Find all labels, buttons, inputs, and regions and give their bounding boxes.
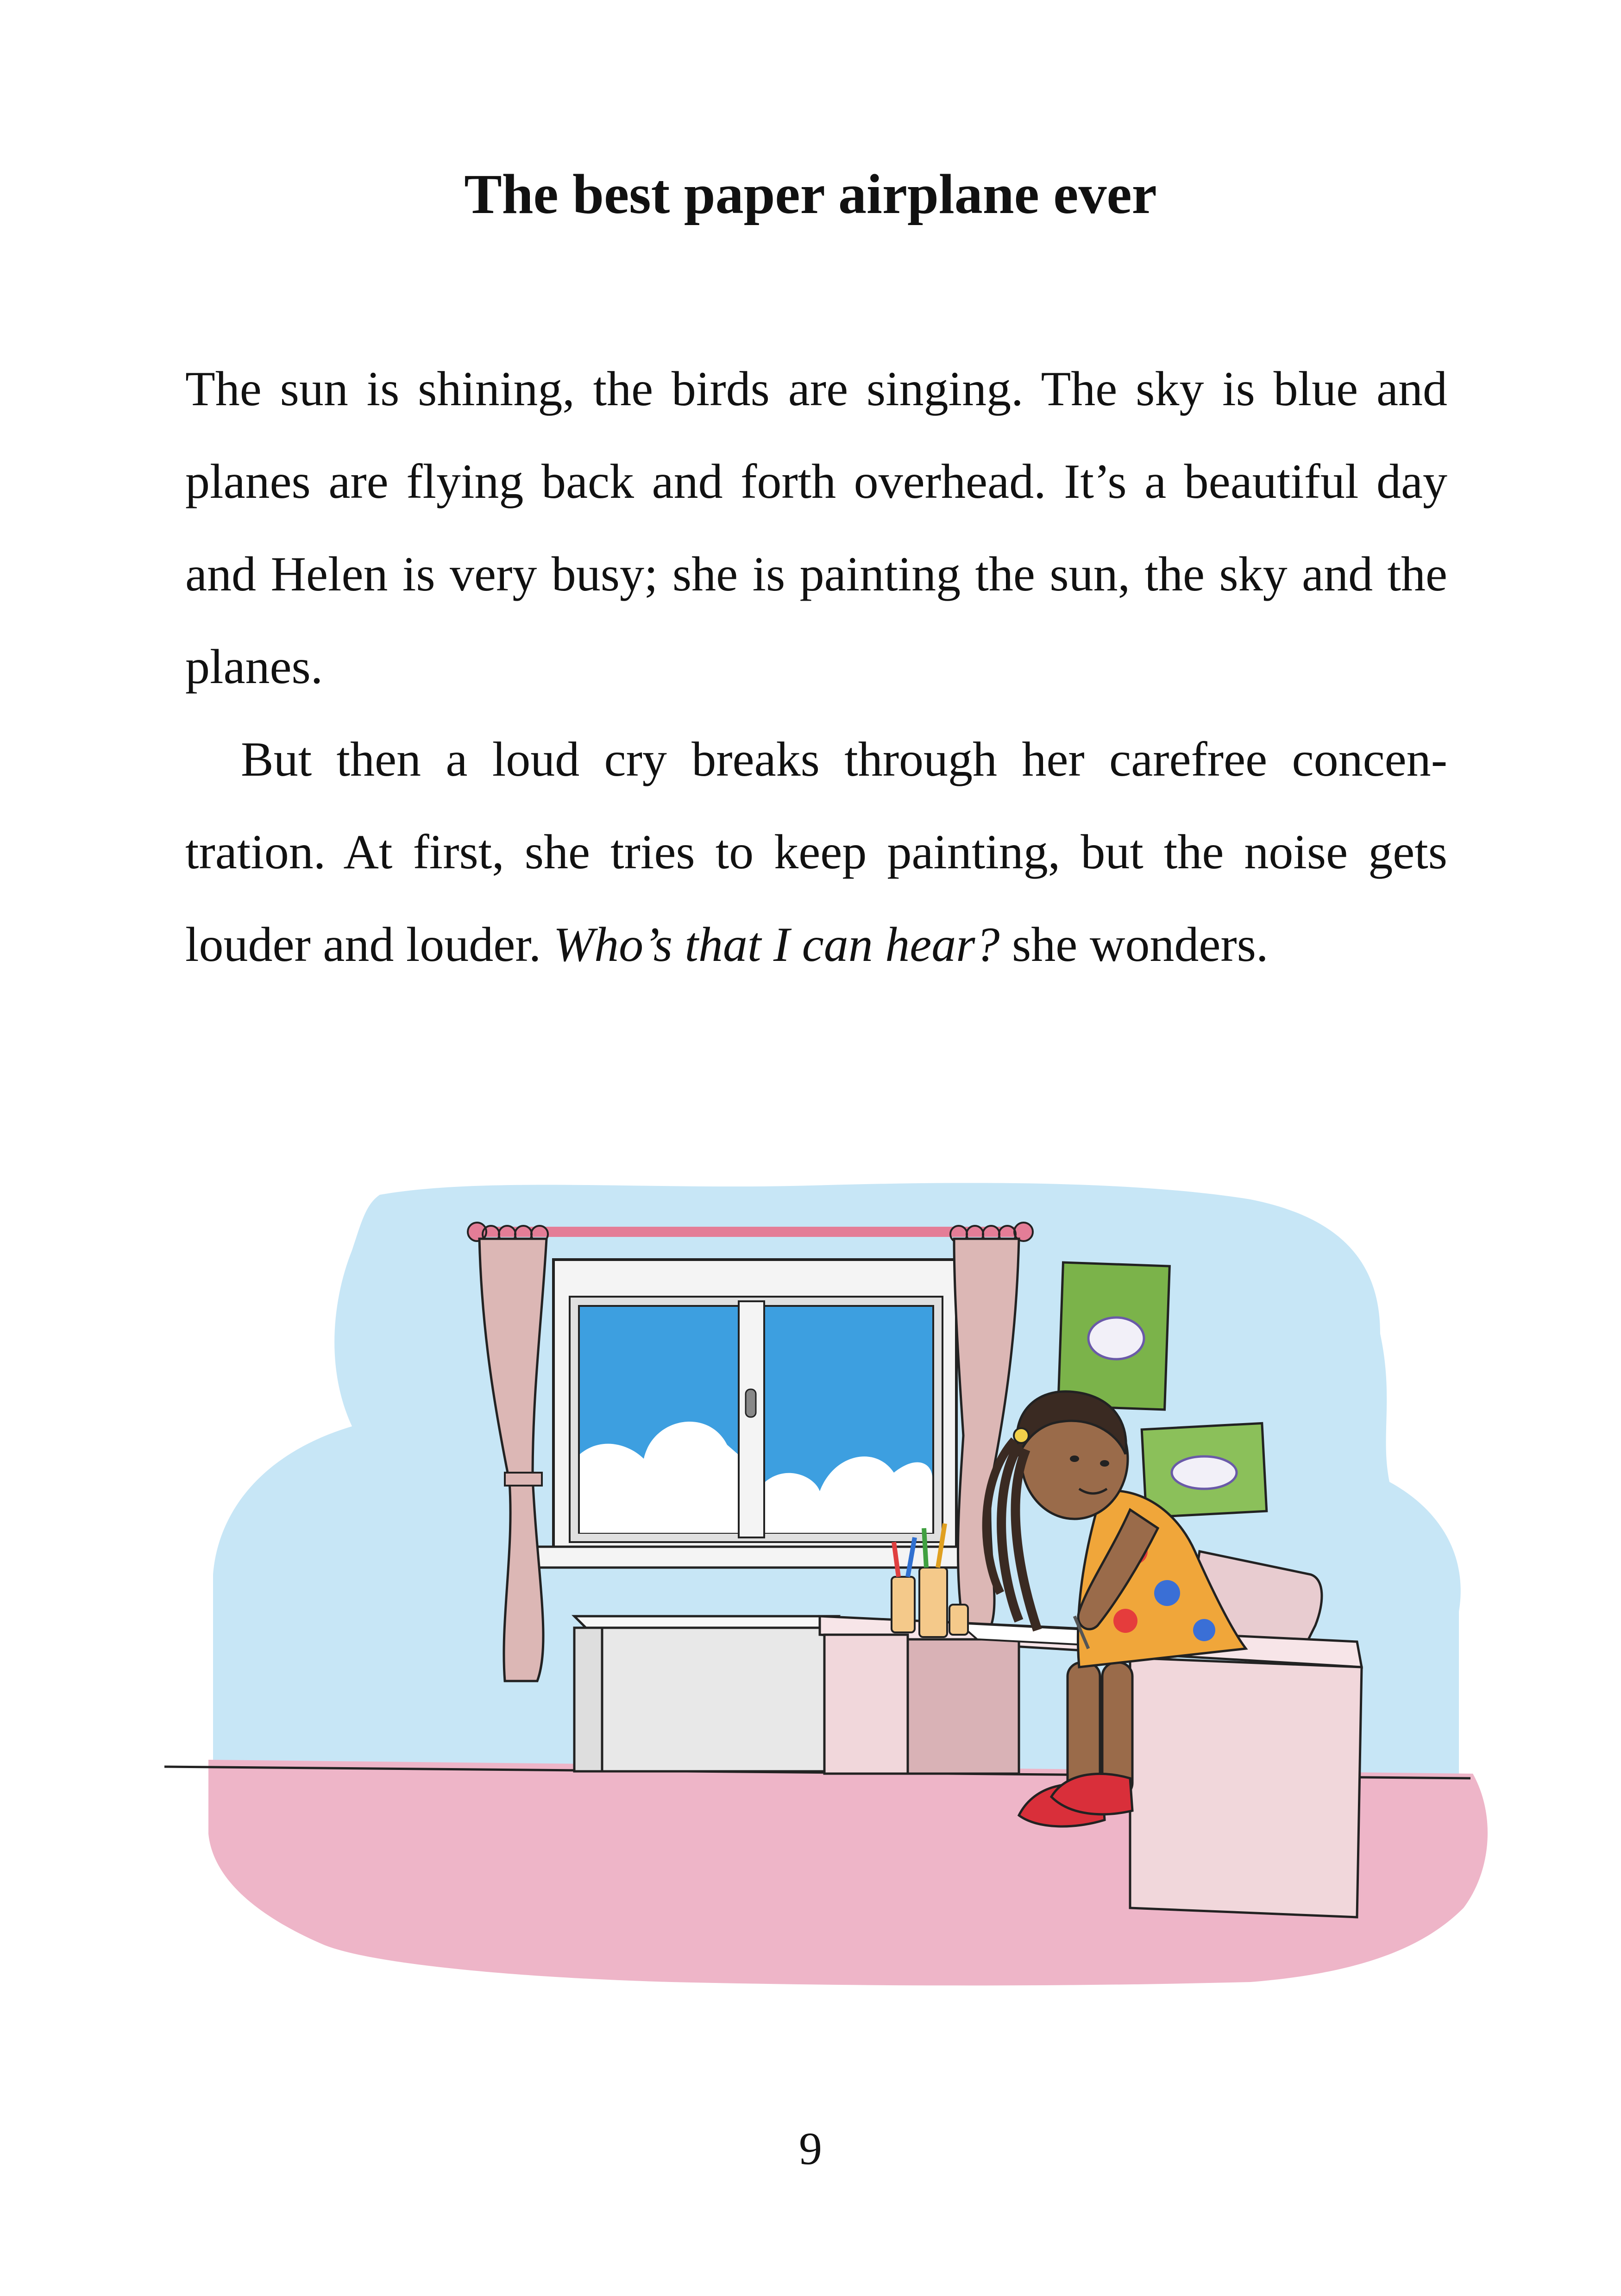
page-number: 9 (799, 2123, 822, 2174)
paragraph-2 (185, 713, 1447, 991)
story-illustration (0, 1158, 1621, 2038)
story-text (185, 343, 1447, 991)
cabinet (574, 1616, 838, 1771)
unicorn-poster-top (1058, 1262, 1170, 1410)
paragraph-1 (185, 343, 1447, 713)
paragraph-1-text: The sun is shining, the birds are singing. The sky is blue and planes are flying back and forth overhead. It’s a beautiful day and Helen is very busy; she is painting the sun, the sky and the planes. (185, 362, 1447, 694)
page-title: The best paper airplane ever (464, 163, 1157, 226)
paragraph-2-text-b: she wonders. (999, 917, 1269, 972)
paragraph-2-italic-thought: Who’s that I can hear? (553, 917, 1000, 972)
paragraph-2-text-a: But then a loud cry breaks through her carefree concentration. At first, she tries to keep painting, but the noise gets louder and louder. (185, 732, 1447, 972)
unicorn-poster-bottom (1142, 1423, 1267, 1517)
window (537, 1260, 970, 1568)
